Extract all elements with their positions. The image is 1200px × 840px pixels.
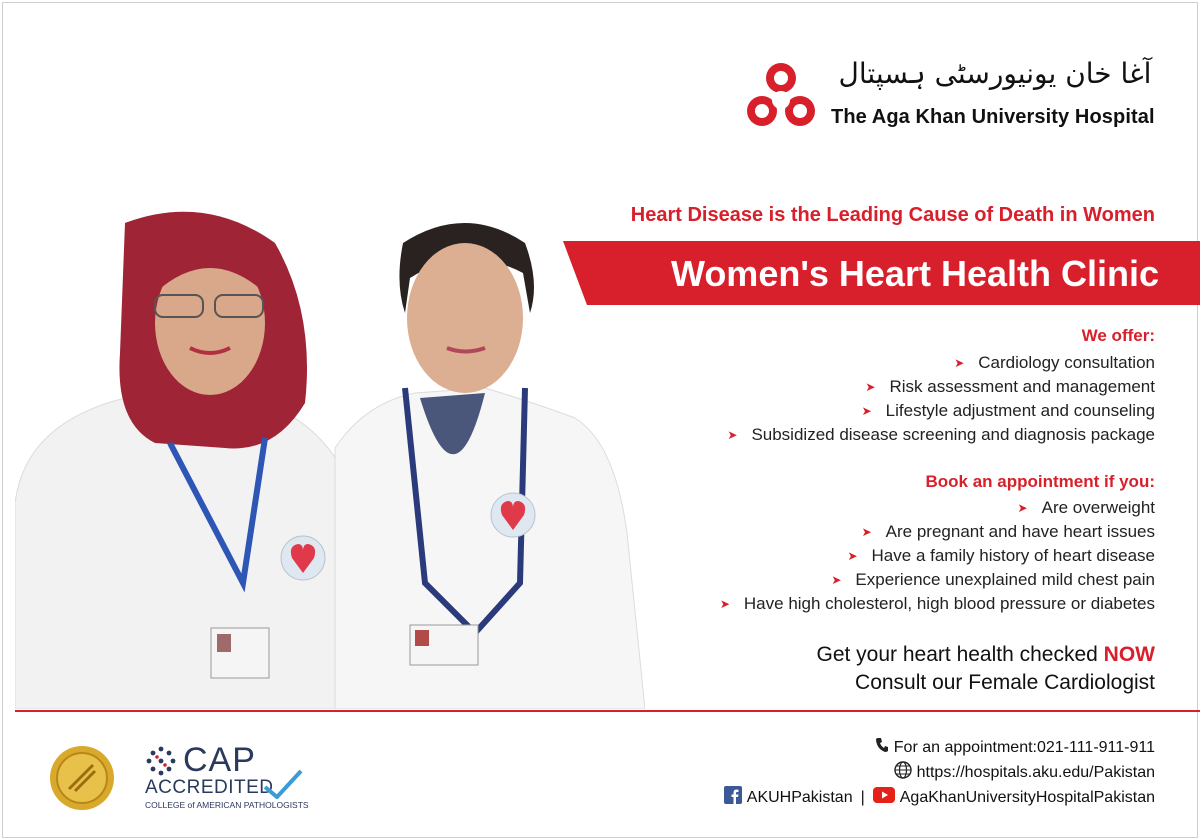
- cap-accredited: ACCREDITED: [145, 777, 274, 798]
- book-list: [720, 496, 1155, 616]
- contact-website[interactable]: https://hospitals.aku.edu/Pakistan: [894, 761, 1155, 784]
- list-item: ➤ Are pregnant and have heart issues: [720, 520, 1155, 544]
- offer-list: [727, 351, 1155, 447]
- list-item: ➤ Cardiology consultation: [727, 351, 1155, 375]
- gold-seal-icon: [49, 745, 115, 811]
- cta-check-now: Get your heart health checked NOW: [816, 643, 1155, 666]
- doctors-photo: [15, 203, 645, 709]
- hospital-name: The Aga Khan University Hospital: [831, 106, 1155, 128]
- tagline: Heart Disease is the Leading Cause of Death in Women: [630, 204, 1155, 226]
- phone-icon: [875, 737, 889, 758]
- list-item: ➤ Risk assessment and management: [727, 375, 1155, 399]
- list-item: ➤ Have high cholesterol, high blood pressure or diabetes: [720, 592, 1155, 616]
- facebook-icon[interactable]: [724, 786, 742, 809]
- arrow-icon: ➤: [727, 428, 738, 442]
- doctor-left-figure: [15, 212, 383, 709]
- arrow-icon: ➤: [1017, 501, 1028, 515]
- cta-consult: Consult our Female Cardiologist: [855, 671, 1155, 694]
- book-heading: Book an appointment if you:: [925, 472, 1155, 491]
- contact-phone: For an appointment:021-111-911-911: [875, 737, 1155, 758]
- list-item: ➤ Experience unexplained mild chest pain: [720, 568, 1155, 592]
- arrow-icon: ➤: [719, 597, 730, 611]
- cap-dots-icon: [145, 745, 177, 777]
- arrow-icon: ➤: [865, 380, 876, 394]
- list-item: ➤ Subsidized disease screening and diagnosis package: [727, 423, 1155, 447]
- youtube-icon[interactable]: [873, 787, 895, 808]
- clinic-title: Women's Heart Health Clinic: [670, 253, 1159, 294]
- checkmark-icon: [263, 769, 303, 799]
- arrow-icon: ➤: [954, 356, 965, 370]
- cap-word: CAP: [183, 741, 256, 779]
- aku-logo: [743, 61, 819, 133]
- footer-divider: [15, 710, 1200, 712]
- poster: [2, 2, 1198, 838]
- arrow-icon: ➤: [847, 549, 858, 563]
- offer-heading: We offer:: [1081, 326, 1155, 345]
- facebook-handle[interactable]: AKUHPakistan: [746, 788, 853, 806]
- youtube-channel[interactable]: AgaKhanUniversityHospitalPakistan: [899, 788, 1155, 806]
- cap-badge: [145, 743, 315, 813]
- cap-org: COLLEGE of AMERICAN PATHOLOGISTS: [145, 800, 309, 810]
- cta-now: NOW: [1103, 643, 1155, 666]
- list-item: ➤ Have a family history of heart disease: [720, 544, 1155, 568]
- arrow-icon: ➤: [831, 573, 842, 587]
- arrow-icon: ➤: [861, 525, 872, 539]
- list-item: ➤ Lifestyle adjustment and counseling: [727, 399, 1155, 423]
- globe-icon: [894, 761, 912, 784]
- arrow-icon: ➤: [861, 404, 872, 418]
- contact-social: [724, 786, 1155, 809]
- separator: |: [860, 788, 865, 806]
- list-item: ➤ Are overweight: [720, 496, 1155, 520]
- title-banner: [563, 241, 1200, 305]
- hospital-name-urdu: آغا خان یونیورسٹی ہسپتال: [838, 57, 1152, 90]
